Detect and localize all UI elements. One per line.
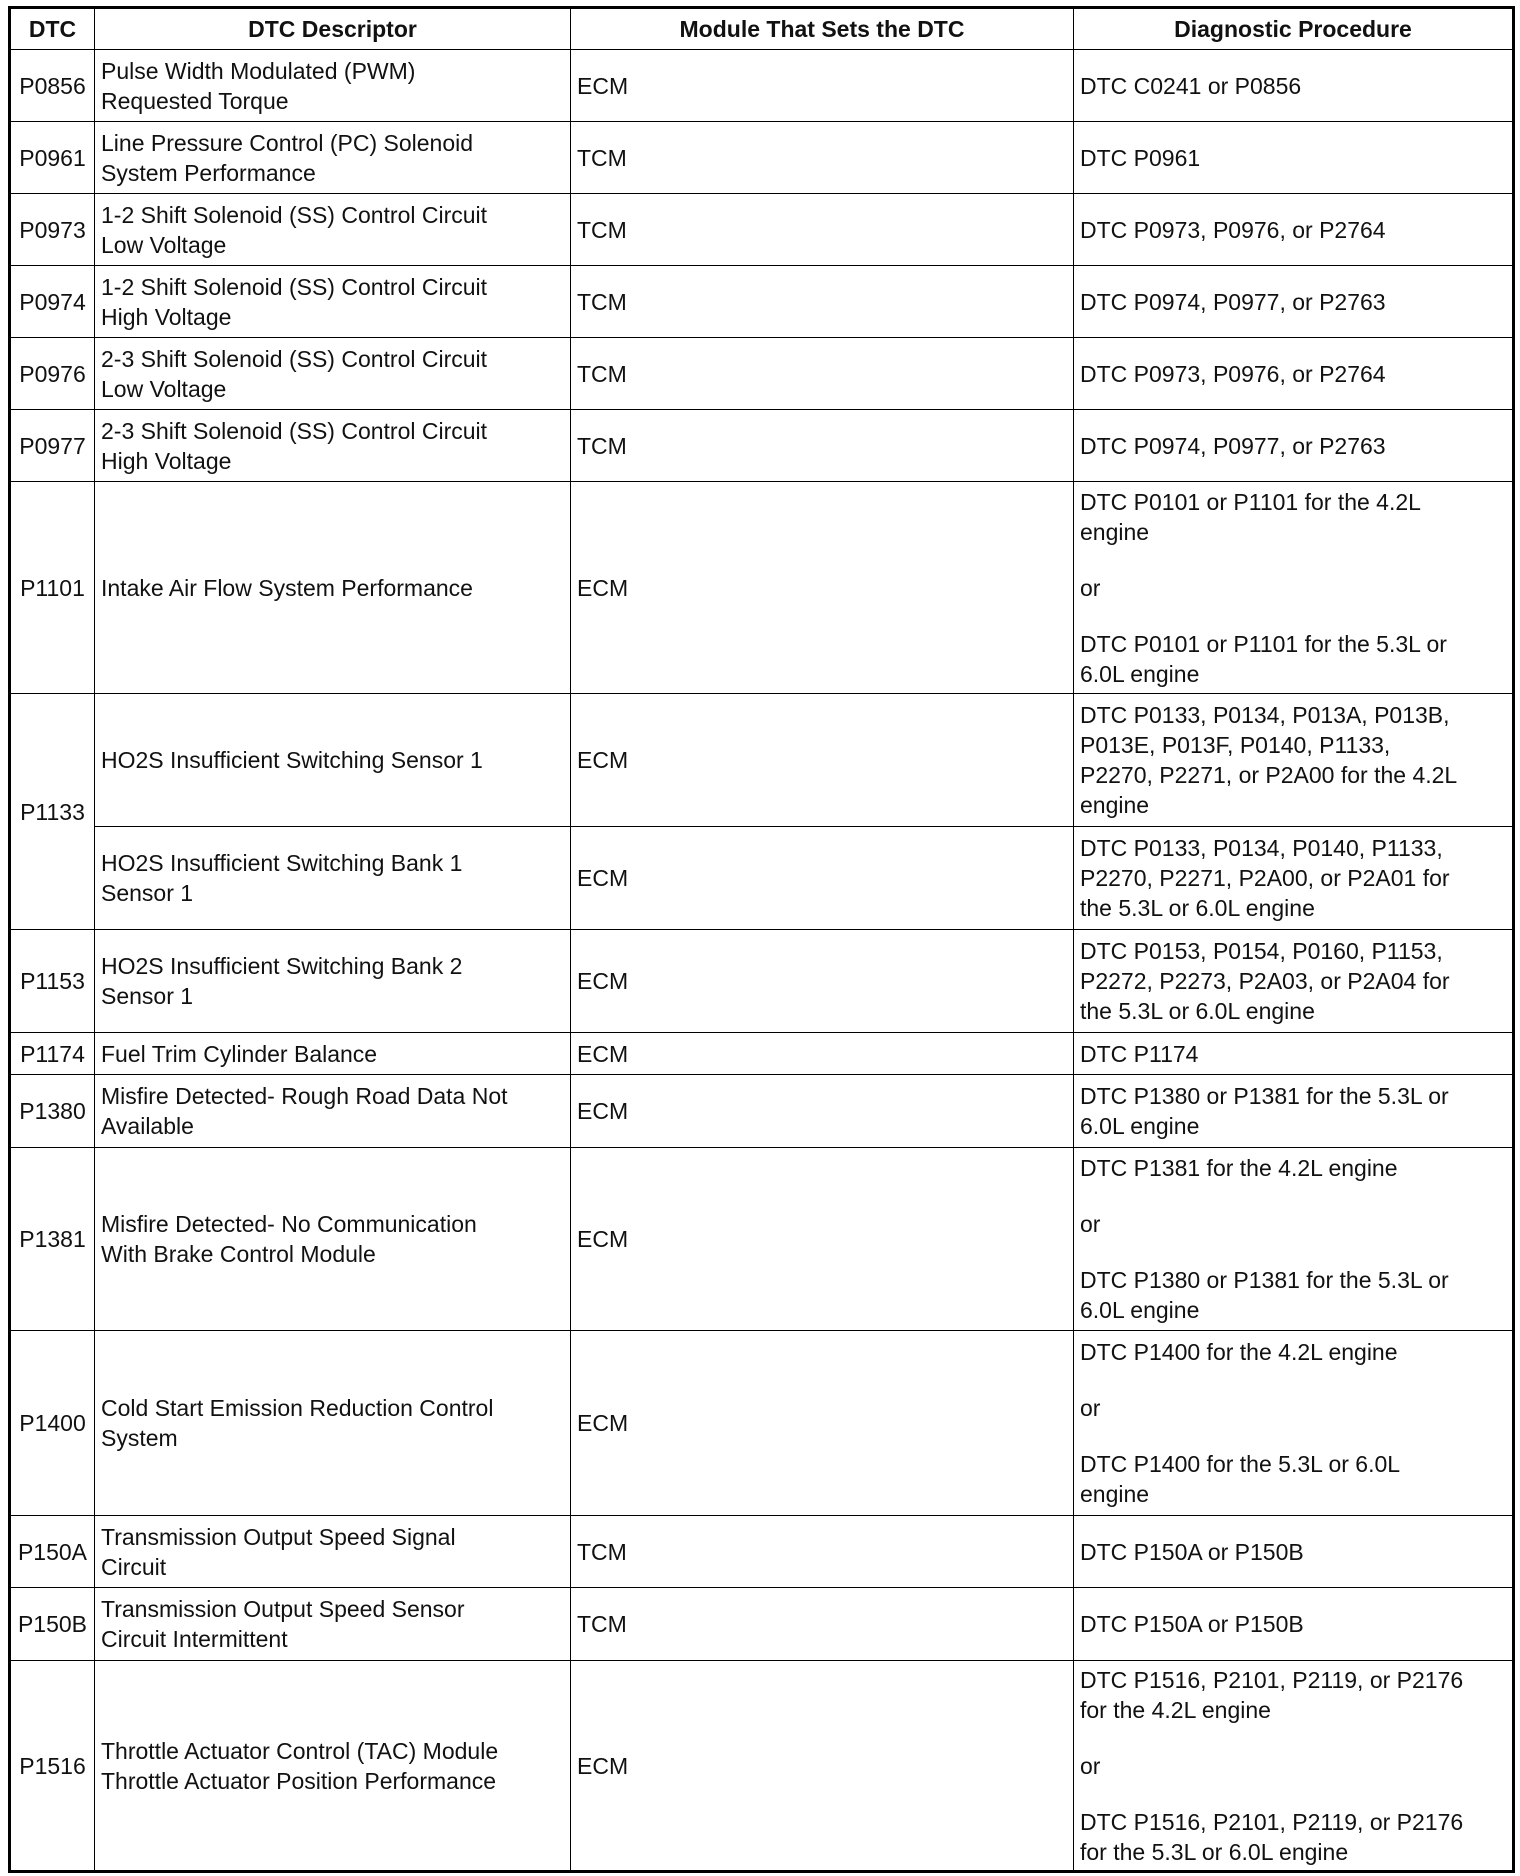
table-row [10, 1075, 1514, 1148]
text-line: 6.0L engine [1080, 660, 1200, 687]
text-line: Transmission Output Speed Sensor [101, 1596, 465, 1622]
dtc-module: TCM [571, 1516, 1074, 1588]
text-line: 1-2 Shift Solenoid (SS) Control Circuit [101, 273, 488, 300]
text-line: System Performance [101, 159, 316, 186]
text-line: DTC C0241 or P0856 [1080, 72, 1302, 99]
text-line: P2270, P2271, or P2A00 for the 4.2L [1080, 762, 1458, 788]
dtc-table [8, 6, 1515, 1873]
text-line: 1-2 Shift Solenoid (SS) Control Circuit [101, 201, 488, 228]
text-line: HO2S Insufficient Switching Bank 1 [101, 850, 463, 876]
table-row [10, 50, 1514, 122]
dtc-code: P0974 [10, 266, 95, 338]
text-line: engine [1080, 792, 1150, 818]
dtc-code: P1516 [10, 1661, 95, 1872]
text-line: DTC P0973, P0976, or P2764 [1080, 216, 1386, 243]
dtc-module: ECM [571, 1331, 1074, 1516]
dtc-code: P1381 [10, 1148, 95, 1331]
text-line: or [1080, 1211, 1101, 1237]
dtc-procedure [1074, 694, 1514, 827]
text-line: Line Pressure Control (PC) Solenoid [101, 129, 474, 156]
dtc-descriptor [95, 1148, 571, 1331]
dtc-module: ECM [571, 1661, 1074, 1872]
dtc-code: P1101 [10, 482, 95, 694]
dtc-module: ECM [571, 50, 1074, 122]
dtc-code: P150A [10, 1516, 95, 1588]
dtc-procedure [1074, 266, 1514, 338]
header-row [10, 8, 1514, 50]
dtc-procedure [1074, 410, 1514, 482]
text-line: DTC P1516, P2101, P2119, or P2176 [1080, 1808, 1464, 1835]
text-line: DTC P1380 or P1381 for the 5.3L or [1080, 1083, 1449, 1109]
text-line: DTC P0101 or P1101 for the 5.3L or [1080, 630, 1447, 657]
text-line: P013E, P013F, P0140, P1133, [1080, 732, 1391, 758]
text-line: DTC P1400 for the 5.3L or 6.0L [1080, 1451, 1401, 1477]
text-line: Low Voltage [101, 375, 227, 402]
dtc-module: ECM [571, 482, 1074, 694]
dtc-descriptor [95, 694, 571, 827]
table-row [10, 1331, 1514, 1516]
text-line: for the 4.2L engine [1080, 1696, 1271, 1723]
table-row [10, 338, 1514, 410]
text-line: P2272, P2273, P2A03, or P2A04 for [1080, 968, 1450, 994]
text-line: DTC P150A or P150B [1080, 1611, 1304, 1637]
table-row [10, 1148, 1514, 1331]
text-line: DTC P1174 [1080, 1040, 1199, 1067]
dtc-descriptor [95, 1661, 571, 1872]
text-line: DTC P0133, P0134, P0140, P1133, [1080, 835, 1443, 861]
text-line: High Voltage [101, 303, 232, 330]
dtc-procedure [1074, 482, 1514, 694]
text-line: DTC P150A or P150B [1080, 1538, 1304, 1565]
dtc-module: TCM [571, 338, 1074, 410]
dtc-module: TCM [571, 1588, 1074, 1661]
dtc-procedure [1074, 1075, 1514, 1148]
text-line: DTC P1400 for the 4.2L engine [1080, 1339, 1398, 1365]
dtc-module: ECM [571, 930, 1074, 1033]
text-line: or [1080, 1395, 1101, 1421]
table-row [10, 482, 1514, 694]
text-line: Cold Start Emission Reduction Control [101, 1395, 494, 1421]
dtc-code: P0977 [10, 410, 95, 482]
table-row [10, 1661, 1514, 1872]
text-line: DTC P1380 or P1381 for the 5.3L or [1080, 1267, 1449, 1293]
dtc-procedure [1074, 827, 1514, 930]
dtc-code: P0961 [10, 122, 95, 194]
table-row [10, 410, 1514, 482]
dtc-code: P0973 [10, 194, 95, 266]
table-row [10, 694, 1514, 827]
text-line: 6.0L engine [1080, 1113, 1200, 1139]
dtc-module: ECM [571, 827, 1074, 930]
table-row [10, 1516, 1514, 1588]
dtc-descriptor [95, 1075, 571, 1148]
text-line: the 5.3L or 6.0L engine [1080, 998, 1315, 1024]
dtc-procedure [1074, 338, 1514, 410]
dtc-code: P1133 [10, 694, 95, 930]
text-line: Transmission Output Speed Signal [101, 1523, 456, 1550]
text-line: DTC P0133, P0134, P013A, P013B, [1080, 702, 1450, 728]
text-line: DTC P1381 for the 4.2L engine [1080, 1155, 1398, 1181]
dtc-module: TCM [571, 410, 1074, 482]
dtc-procedure [1074, 194, 1514, 266]
text-line: DTC P0974, P0977, or P2763 [1080, 288, 1386, 315]
text-line: HO2S Insufficient Switching Bank 2 [101, 953, 463, 979]
dtc-module: ECM [571, 1075, 1074, 1148]
header-dtc: DTC [10, 8, 95, 50]
text-line: 6.0L engine [1080, 1297, 1200, 1323]
text-line: Sensor 1 [101, 880, 194, 906]
dtc-procedure [1074, 930, 1514, 1033]
dtc-code: P1380 [10, 1075, 95, 1148]
text-line: Intake Air Flow System Performance [101, 574, 473, 601]
dtc-procedure [1074, 1331, 1514, 1516]
text-line: engine [1080, 1481, 1150, 1507]
dtc-code: P150B [10, 1588, 95, 1661]
text-line: the 5.3L or 6.0L engine [1080, 895, 1315, 921]
text-line: DTC P1516, P2101, P2119, or P2176 [1080, 1666, 1464, 1693]
dtc-descriptor [95, 50, 571, 122]
dtc-descriptor [95, 827, 571, 930]
table-row [10, 1588, 1514, 1661]
dtc-descriptor [95, 410, 571, 482]
dtc-descriptor [95, 1331, 571, 1516]
dtc-descriptor [95, 1588, 571, 1661]
dtc-module: ECM [571, 1033, 1074, 1075]
text-line: DTC P0961 [1080, 144, 1201, 171]
dtc-descriptor [95, 1516, 571, 1588]
dtc-module: TCM [571, 194, 1074, 266]
dtc-descriptor [95, 194, 571, 266]
text-line: Misfire Detected- Rough Road Data Not [101, 1083, 508, 1109]
text-line: or [1080, 574, 1101, 601]
text-line: DTC P0974, P0977, or P2763 [1080, 432, 1386, 459]
table-row [10, 1033, 1514, 1075]
table-row [10, 122, 1514, 194]
text-line: Available [101, 1113, 194, 1139]
table-row [10, 194, 1514, 266]
dtc-descriptor [95, 338, 571, 410]
text-line: Misfire Detected- No Communication [101, 1211, 477, 1237]
text-line: Throttle Actuator Position Performance [101, 1767, 497, 1794]
text-line: for the 5.3L or 6.0L engine [1080, 1838, 1349, 1865]
table-row [10, 930, 1514, 1033]
table-row [10, 827, 1514, 930]
dtc-module: TCM [571, 266, 1074, 338]
header-module: Module That Sets the DTC [571, 8, 1074, 50]
dtc-code: P1400 [10, 1331, 95, 1516]
text-line: DTC P0153, P0154, P0160, P1153, [1080, 938, 1443, 964]
dtc-procedure [1074, 1588, 1514, 1661]
dtc-code: P1174 [10, 1033, 95, 1075]
text-line: or [1080, 1752, 1101, 1779]
dtc-procedure [1074, 122, 1514, 194]
text-line: With Brake Control Module [101, 1241, 376, 1267]
text-line: Low Voltage [101, 231, 227, 258]
text-line: Circuit [101, 1553, 167, 1580]
text-line: DTC P0101 or P1101 for the 4.2L [1080, 488, 1421, 515]
header-procedure: Diagnostic Procedure [1074, 8, 1514, 50]
text-line: HO2S Insufficient Switching Sensor 1 [101, 747, 483, 773]
dtc-module: TCM [571, 122, 1074, 194]
dtc-descriptor [95, 266, 571, 338]
dtc-code: P1153 [10, 930, 95, 1033]
dtc-descriptor [95, 930, 571, 1033]
dtc-procedure [1074, 50, 1514, 122]
dtc-descriptor [95, 1033, 571, 1075]
text-line: engine [1080, 518, 1150, 545]
text-line: Requested Torque [101, 87, 289, 114]
dtc-procedure [1074, 1516, 1514, 1588]
text-line: 2-3 Shift Solenoid (SS) Control Circuit [101, 417, 488, 444]
dtc-descriptor [95, 482, 571, 694]
text-line: DTC P0973, P0976, or P2764 [1080, 360, 1386, 387]
text-line: Pulse Width Modulated (PWM) [101, 57, 416, 84]
text-line: System [101, 1425, 178, 1451]
text-line: Circuit Intermittent [101, 1626, 288, 1652]
dtc-procedure [1074, 1033, 1514, 1075]
dtc-module: ECM [571, 694, 1074, 827]
text-line: Sensor 1 [101, 983, 194, 1009]
text-line: Throttle Actuator Control (TAC) Module [101, 1737, 499, 1764]
dtc-procedure [1074, 1661, 1514, 1872]
dtc-code: P0976 [10, 338, 95, 410]
text-line: Fuel Trim Cylinder Balance [101, 1040, 378, 1067]
text-line: P2270, P2271, P2A00, or P2A01 for [1080, 865, 1450, 891]
header-descriptor: DTC Descriptor [95, 8, 571, 50]
dtc-code: P0856 [10, 50, 95, 122]
table-row [10, 266, 1514, 338]
dtc-procedure [1074, 1148, 1514, 1331]
dtc-module: ECM [571, 1148, 1074, 1331]
text-line: 2-3 Shift Solenoid (SS) Control Circuit [101, 345, 488, 372]
text-line: High Voltage [101, 447, 232, 474]
dtc-descriptor [95, 122, 571, 194]
